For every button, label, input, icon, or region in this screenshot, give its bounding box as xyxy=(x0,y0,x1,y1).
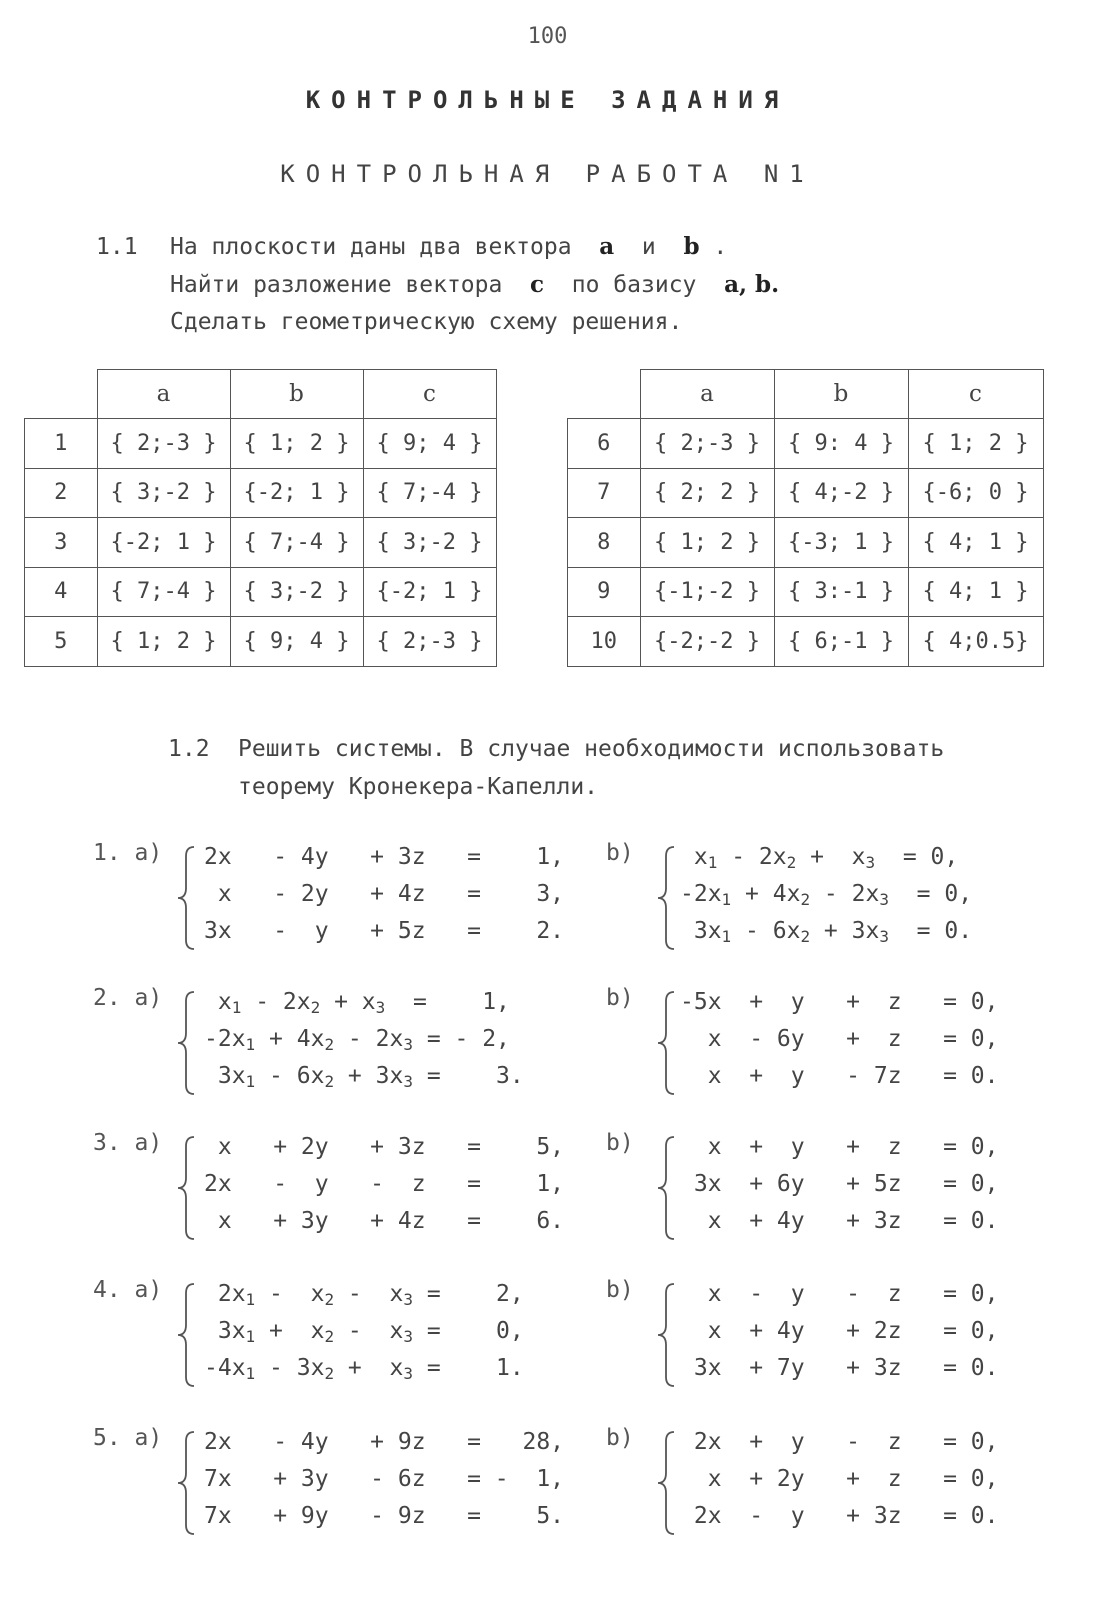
task-text: теорему Кронекера-Капелли. xyxy=(238,774,599,800)
equation-system-1 xyxy=(0,838,1095,958)
equation-line: x + y + z = 0, xyxy=(680,1134,999,1160)
table-row: 2 { 3;-2 } {-2; 1 } { 7;-4 } xyxy=(25,468,497,518)
equation-line: 3x - y + 5z = 2. xyxy=(204,918,565,944)
equation-line: 2x + y - z = 0, xyxy=(680,1429,999,1455)
system-label-a: 4. a) xyxy=(93,1277,163,1303)
vector-a: a xyxy=(599,233,615,260)
equation-line: 3x + 7y + 3z = 0. xyxy=(680,1355,999,1381)
conj-and: и xyxy=(641,234,656,260)
equation-line: x + 4y + 3z = 0. xyxy=(680,1208,999,1234)
equation-line: x + 2y + 3z = 5, xyxy=(204,1134,565,1160)
equation-line: $x_1 - 2x_2 + x_3$ = 1, xyxy=(204,989,510,1017)
task-number: 1.1 xyxy=(96,234,138,260)
left-brace-icon xyxy=(176,1429,198,1541)
equation-system-2 xyxy=(0,983,1095,1103)
equation-system-4 xyxy=(0,1275,1095,1395)
system-label-b: b) xyxy=(606,985,634,1011)
equation-line: x - 6y + z = 0, xyxy=(680,1026,999,1052)
table-row: 10 {-2;-2 } { 6;-1 } { 4;0.5} xyxy=(568,617,1044,667)
equation-line: x - y - z = 0, xyxy=(680,1281,999,1307)
equation-line: 7x + 3y - 6z = - 1, xyxy=(204,1466,565,1492)
task-1-1-line3 xyxy=(96,304,779,341)
equation-line: x + 2y + z = 0, xyxy=(680,1466,999,1492)
left-brace-icon xyxy=(176,989,198,1101)
vector-table-left xyxy=(24,369,497,667)
vector-c: c xyxy=(530,271,545,298)
system-label-a: 5. a) xyxy=(93,1425,163,1451)
equation-line: 7x + 9y - 9z = 5. xyxy=(204,1503,565,1529)
task-text: Сделать геометрическую схему решения. xyxy=(170,309,683,335)
system-label-a: 3. a) xyxy=(93,1130,163,1156)
left-brace-icon xyxy=(656,1134,678,1246)
task-text: Решить системы. В случае необходимости использовать xyxy=(238,736,945,762)
header-b: b xyxy=(774,370,908,419)
equation-line: 2x - 4y + 9z = 28, xyxy=(204,1429,565,1455)
header-a: a xyxy=(97,370,230,419)
equation-line: $-2x_1 + 4x_2 - 2x_3$ = - 2, xyxy=(204,1026,510,1054)
equation-line: 2x - y + 3z = 0. xyxy=(680,1503,999,1529)
equation-line: 3x + 6y + 5z = 0, xyxy=(680,1171,999,1197)
basis-ab: a, b. xyxy=(724,271,780,298)
system-label-b: b) xyxy=(606,1277,634,1303)
period: . xyxy=(713,234,728,260)
table-row: 5 { 1; 2 } { 9; 4 } { 2;-3 } xyxy=(25,617,497,667)
table-header-row xyxy=(25,370,497,419)
task-text: по базису xyxy=(571,272,697,298)
left-brace-icon xyxy=(656,1429,678,1541)
task-number: 1.2 xyxy=(168,736,210,762)
task-1-1-line2 xyxy=(96,266,779,304)
system-label-b: b) xyxy=(606,1130,634,1156)
system-label-a: 1. a) xyxy=(93,840,163,866)
equation-line: $-2x_1 + 4x_2 - 2x_3 = 0$, xyxy=(680,881,973,909)
equation-line: 2x - 4y + 3z = 1, xyxy=(204,844,565,870)
equation-line: $-4x_1 - 3x_2 + x_3$ = 1. xyxy=(204,1355,524,1383)
table-row: 9 {-1;-2 } { 3:-1 } { 4; 1 } xyxy=(568,567,1044,617)
table-row: 7 { 2; 2 } { 4;-2 } {-6; 0 } xyxy=(568,468,1044,518)
main-title: КОНТРОЛЬНЫЕ ЗАДАНИЯ xyxy=(305,86,790,114)
system-label-b: b) xyxy=(606,1425,634,1451)
table-row: 1 { 2;-3 } { 1; 2 } { 9; 4 } xyxy=(25,419,497,469)
equation-system-5 xyxy=(0,1423,1095,1543)
equation-line: x + 4y + 2z = 0, xyxy=(680,1318,999,1344)
equation-line: $3x_1 + x_2 - x_3$ = 0, xyxy=(204,1318,524,1346)
table-row: 3 {-2; 1 } { 7;-4 } { 3;-2 } xyxy=(25,518,497,568)
table-row: 8 { 1; 2 } {-3; 1 } { 4; 1 } xyxy=(568,518,1044,568)
system-label-a: 2. a) xyxy=(93,985,163,1011)
equation-line: x + 3y + 4z = 6. xyxy=(204,1208,565,1234)
left-brace-icon xyxy=(656,989,678,1101)
left-brace-icon xyxy=(176,844,198,956)
page-number: 100 xyxy=(527,24,568,49)
left-brace-icon xyxy=(176,1281,198,1393)
system-label-b: b) xyxy=(606,840,634,866)
task-1-2 xyxy=(168,730,944,806)
vector-table-right xyxy=(567,369,1044,667)
header-c: c xyxy=(908,370,1043,419)
table-row: 6 { 2;-3 } { 9: 4 } { 1; 2 } xyxy=(568,419,1044,469)
task-1-1-line1 xyxy=(96,228,779,266)
equation-system-3 xyxy=(0,1128,1095,1248)
equation-line: -5x + y + z = 0, xyxy=(680,989,999,1015)
equation-line: $x_1 - 2x_2 + x_3 = 0$, xyxy=(680,844,959,872)
task-1-2-line1 xyxy=(168,730,944,768)
task-1-1 xyxy=(96,228,779,341)
vector-b: b xyxy=(683,233,700,260)
task-text: На плоскости даны два вектора xyxy=(170,234,572,260)
header-c: c xyxy=(363,370,496,419)
left-brace-icon xyxy=(176,1134,198,1246)
task-1-2-line2 xyxy=(168,768,944,806)
equation-line: $3x_1 - 6x_2 + 3x_3$ = 3. xyxy=(204,1063,524,1091)
sub-title: КОНТРОЛЬНАЯ РАБОТА N1 xyxy=(280,160,815,188)
equation-line: $3x_1 - 6x_2 + 3x_3 = 0$. xyxy=(680,918,973,946)
table-header-row xyxy=(568,370,1044,419)
header-b: b xyxy=(230,370,363,419)
equation-line: x - 2y + 4z = 3, xyxy=(204,881,565,907)
equation-line: x + y - 7z = 0. xyxy=(680,1063,999,1089)
left-brace-icon xyxy=(656,1281,678,1393)
task-text: Найти разложение вектора xyxy=(170,272,503,298)
header-a: a xyxy=(640,370,774,419)
equation-line: $2x_1 - x_2 - x_3$ = 2, xyxy=(204,1281,524,1309)
table-row: 4 { 7;-4 } { 3;-2 } {-2; 1 } xyxy=(25,567,497,617)
left-brace-icon xyxy=(656,844,678,956)
equation-line: 2x - y - z = 1, xyxy=(204,1171,565,1197)
